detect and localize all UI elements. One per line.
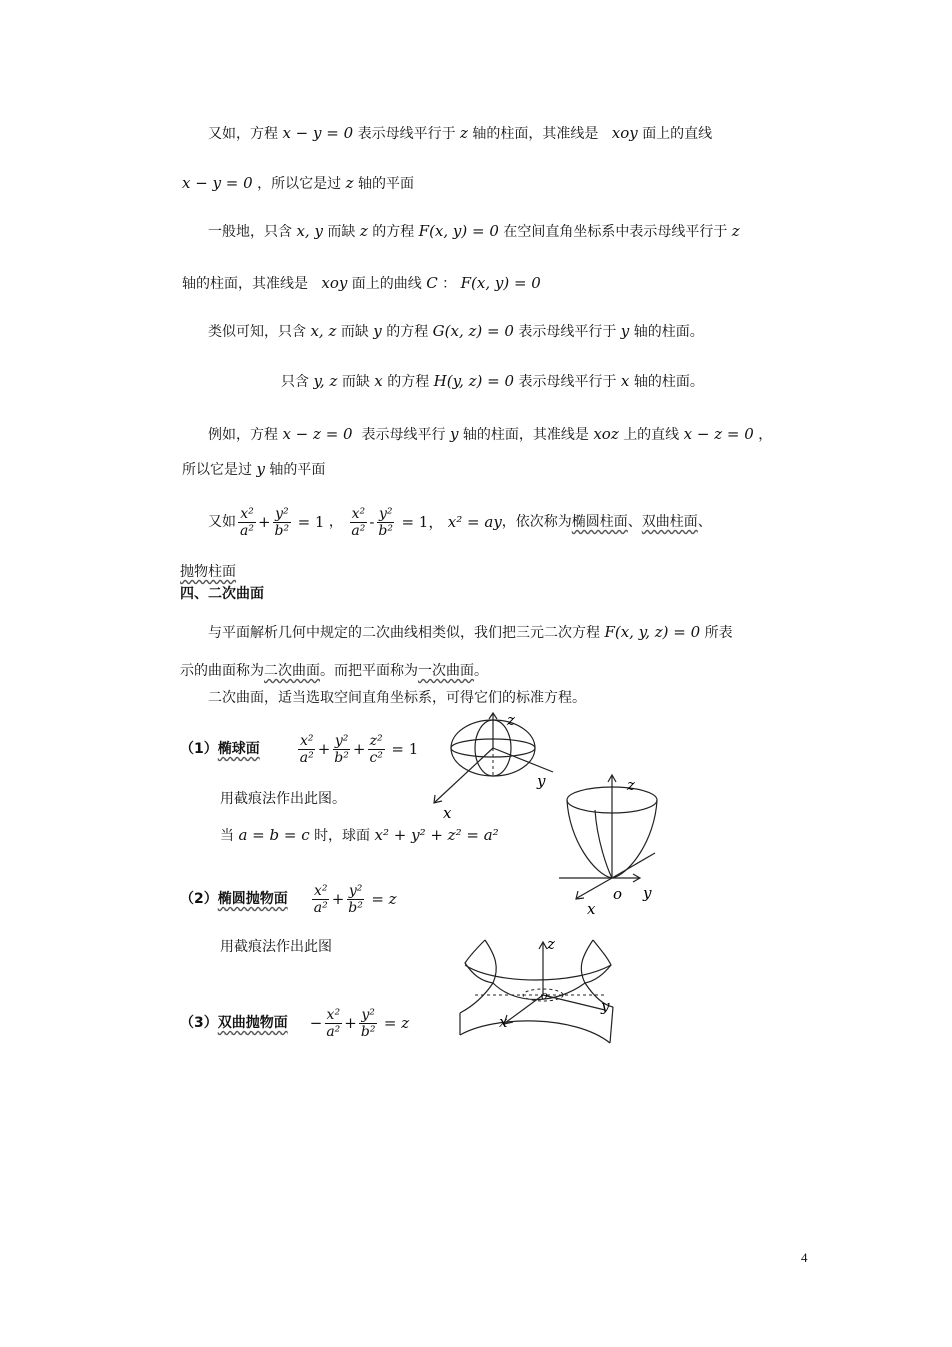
math: y xyxy=(449,425,459,443)
fraction xyxy=(238,506,256,539)
paragraph-line xyxy=(281,372,704,391)
text: 只含 xyxy=(281,374,309,390)
text: 所以它是过 xyxy=(182,462,252,478)
text: 面上的曲线 xyxy=(351,276,422,292)
fraction xyxy=(367,733,384,766)
ellipsoid-equation: （1） 椭球面 $\frac{\text{x²}}{\text{a²}}$ + $\frac{\text{y²}}{\text{b²}}$ + $\frac{\text{z²}}{\text{c²}}$ = 1 xyxy=(180,732,419,766)
math: x − z = 0 xyxy=(282,425,353,443)
section-heading xyxy=(180,585,264,603)
denominator: a² xyxy=(240,522,254,539)
paragraph-line xyxy=(182,274,541,293)
numerator: y² xyxy=(334,732,349,749)
math: x, z xyxy=(310,322,337,340)
x-axis-label: x xyxy=(499,1013,508,1031)
numerator: y² xyxy=(348,882,363,899)
text: 轴的柱面，其准线是 xyxy=(472,126,599,142)
term-ellipsoid: 椭球面 xyxy=(217,741,260,757)
denominator: a² xyxy=(351,522,366,539)
z-axis-label: z xyxy=(507,711,515,729)
denominator: b² xyxy=(274,522,290,539)
numerator: y² xyxy=(361,1006,375,1023)
text: 类似可知，只含 xyxy=(208,324,306,340)
item-number: （1） xyxy=(180,741,218,757)
item-number: （2） xyxy=(180,891,218,907)
math: z xyxy=(460,124,468,142)
term-elliptic-paraboloid: 椭圆抛物面 xyxy=(217,891,288,907)
paragraph-line xyxy=(208,623,733,642)
fraction xyxy=(359,1007,378,1040)
math: x² = ay xyxy=(447,513,502,531)
math: x, y xyxy=(296,222,323,240)
elliptic-paraboloid-figure xyxy=(555,770,675,918)
ellipsoid-figure xyxy=(425,710,565,825)
text: 又如，方程 xyxy=(208,126,278,142)
math: F(x, y) = 0 xyxy=(460,274,541,292)
denominator: b² xyxy=(360,1023,376,1040)
math: z xyxy=(345,174,354,192)
term-quadric-surface: 二次曲面 xyxy=(264,663,320,679)
term-hyperbolic-cylinder: 双曲柱面 xyxy=(641,514,698,530)
math: = 1 xyxy=(391,740,419,758)
text: ， xyxy=(328,514,343,530)
paragraph-line xyxy=(220,938,332,956)
text: ，所以它是过 xyxy=(257,176,342,192)
text: 用截痕法作出此图 xyxy=(220,939,332,955)
text: 表示母线平行于 xyxy=(357,126,456,142)
text: 表示母线平行于 xyxy=(518,374,617,390)
text: 时，球面 xyxy=(314,828,371,844)
text: 而缺 xyxy=(341,374,370,390)
fraction xyxy=(312,883,330,916)
term-hyperbolic-paraboloid: 双曲抛物面 xyxy=(217,1015,288,1031)
y-axis-label: y xyxy=(643,884,652,902)
text: 一般地，只含 xyxy=(208,224,292,240)
x-axis-label: x xyxy=(443,804,452,822)
paragraph-line xyxy=(208,124,712,143)
numerator: x² xyxy=(326,1006,341,1023)
numerator: y² xyxy=(275,505,289,522)
text: 、 xyxy=(627,514,642,530)
denominator: a² xyxy=(326,1023,341,1040)
text: 所表 xyxy=(704,625,733,641)
math: − xyxy=(309,1014,323,1032)
numerator: z² xyxy=(369,732,383,749)
numerator: x² xyxy=(240,505,254,522)
paragraph-line xyxy=(208,425,772,444)
heading-text: 四、二次曲面 xyxy=(180,586,264,602)
item-number: （3） xyxy=(180,1015,218,1031)
term-linear-surface: 一次曲面 xyxy=(418,663,474,679)
text: 轴的平面 xyxy=(357,176,414,192)
math: G(x, z) = 0 xyxy=(432,322,514,340)
math: = 1， xyxy=(401,513,444,531)
text: 上的直线 xyxy=(623,427,680,443)
text: 。 xyxy=(474,663,488,679)
text: 轴的柱面，其准线是 xyxy=(462,427,589,443)
text: 二次曲面，适当选取空间直角坐标系，可得它们的标准方程。 xyxy=(208,690,586,706)
math: y, z xyxy=(313,372,338,390)
term-parabolic-cylinder: 抛物柱面 xyxy=(180,564,236,580)
text: 又如 xyxy=(208,514,236,530)
denominator: b² xyxy=(348,899,363,916)
fraction xyxy=(324,1007,342,1040)
text: 当 xyxy=(220,828,234,844)
text: 表示母线平行 xyxy=(361,427,446,443)
paragraph-line xyxy=(182,460,325,479)
numerator: x² xyxy=(351,505,366,522)
elliptic-paraboloid-equation: （2） 椭圆抛物面 $\frac{\text{x²}}{\text{a²}}$ + $\frac{\text{y²}}{\text{b²}}$ = z xyxy=(180,882,397,916)
text: 而缺 xyxy=(340,324,369,340)
math: x xyxy=(374,372,383,390)
text: 轴的柱面。 xyxy=(633,374,704,390)
text: 例如，方程 xyxy=(208,427,278,443)
math: x − y = 0 xyxy=(182,174,253,192)
text: 轴的平面 xyxy=(269,462,326,478)
text: ， xyxy=(758,427,773,443)
text: 轴的柱面。 xyxy=(633,324,704,340)
y-axis-label: y xyxy=(537,772,546,790)
text: 与平面解析几何中规定的二次曲线相类似，我们把三元二次方程 xyxy=(208,625,600,641)
math: x² + y² + z² = a² xyxy=(374,826,499,844)
text: ： xyxy=(442,276,457,292)
hyperbolic-paraboloid-equation: （3） 双曲抛物面 − $\frac{\text{x²}}{\text{a²}}$ + $\frac{\text{y²}}{\text{b²}}$ = z xyxy=(180,1006,410,1040)
fraction xyxy=(298,733,316,766)
z-axis-label: z xyxy=(627,776,635,794)
paragraph-line xyxy=(180,662,488,680)
denominator: b² xyxy=(378,522,393,539)
text: 、 xyxy=(697,514,712,530)
math: F(x, y) = 0 xyxy=(418,222,499,240)
fraction xyxy=(346,883,365,916)
math: y xyxy=(373,322,382,340)
paragraph-line xyxy=(182,174,414,193)
paragraph-line xyxy=(220,826,499,845)
text: 示的曲面称为 xyxy=(180,663,264,679)
math: = 1 xyxy=(297,513,325,531)
math: z xyxy=(731,222,740,240)
hyperbolic-paraboloid-figure xyxy=(455,935,620,1050)
math: H(y, z) = 0 xyxy=(433,372,515,390)
text: 而缺 xyxy=(327,224,356,240)
math: a = b = c xyxy=(238,826,310,844)
math: C xyxy=(426,274,438,292)
fraction xyxy=(332,733,351,766)
paragraph-line xyxy=(180,563,236,581)
text: 。而把平面称为 xyxy=(320,663,418,679)
text: 在空间直角坐标系中表示母线平行于 xyxy=(503,224,728,240)
math: = z xyxy=(371,890,397,908)
numerator: y² xyxy=(378,505,393,522)
fraction xyxy=(349,506,367,539)
text: ，依次称为 xyxy=(501,514,572,530)
denominator: a² xyxy=(313,899,328,916)
x-axis-label: x xyxy=(587,900,596,918)
paragraph-line xyxy=(220,790,346,808)
numerator: x² xyxy=(299,732,314,749)
origin-label: o xyxy=(613,885,623,903)
denominator: a² xyxy=(299,749,314,766)
text: 用截痕法作出此图。 xyxy=(220,791,346,807)
paragraph-line xyxy=(208,322,704,341)
paragraph-line xyxy=(208,689,586,707)
text: 表示母线平行于 xyxy=(518,324,617,340)
math: F(x, y, z) = 0 xyxy=(604,623,701,641)
text: 的方程 xyxy=(372,224,415,240)
math: x − z = 0 xyxy=(683,425,754,443)
math: xoy xyxy=(321,274,348,292)
math: = z xyxy=(383,1014,410,1032)
term-elliptic-cylinder: 椭圆柱面 xyxy=(571,514,628,530)
math: x − y = 0 xyxy=(282,124,354,142)
fraction xyxy=(273,506,292,539)
paragraph-line xyxy=(208,222,740,241)
paragraph-line: 又如 $\frac{\text{x²}}{\text{a²}}$ + $\frac{\text{y²}}{\text{b²}}$ = 1 ， $\frac{\text{x²}}{\text{a²}}$ - $\frac{\text{y²}}{\text{b²}}$ = 1， x² = ay ，依次称为 椭圆柱面 、 双曲柱面 、 xyxy=(208,505,712,539)
y-axis-label: y xyxy=(601,997,610,1015)
numerator: x² xyxy=(313,882,328,899)
math: y xyxy=(620,322,630,340)
denominator: b² xyxy=(334,749,349,766)
math: xoy xyxy=(611,124,638,142)
denominator: c² xyxy=(369,749,383,766)
z-axis-label: z xyxy=(547,935,555,953)
text: 的方程 xyxy=(387,374,430,390)
text: 的方程 xyxy=(386,324,429,340)
fraction xyxy=(376,506,395,539)
text: 轴的柱面，其准线是 xyxy=(182,276,308,292)
page-number: 4 xyxy=(801,1250,808,1265)
math: xoz xyxy=(593,425,619,443)
text: 面上的直线 xyxy=(642,126,713,142)
math: x xyxy=(620,372,630,390)
math: z xyxy=(359,222,368,240)
math: y xyxy=(256,460,265,478)
origin-label: o xyxy=(541,989,548,1002)
